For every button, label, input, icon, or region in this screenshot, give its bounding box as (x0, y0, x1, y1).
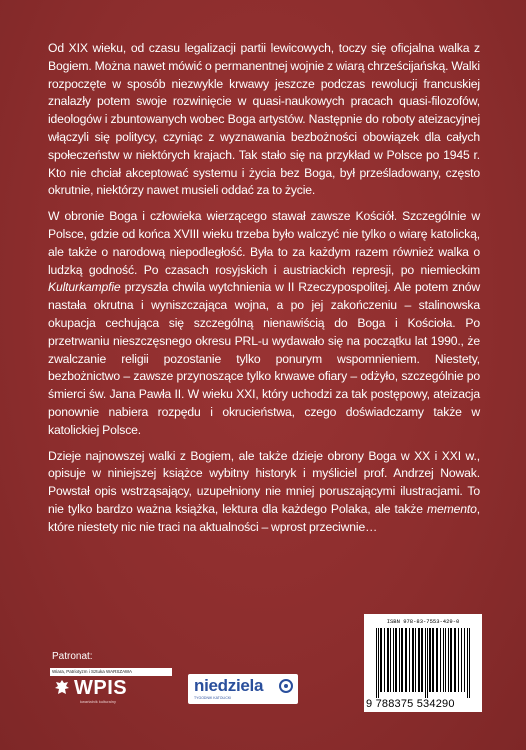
barcode-bar (450, 628, 452, 692)
emphasized-text: memento (426, 501, 477, 516)
patronat-label: Patronat: (52, 651, 93, 662)
barcode-bar (390, 628, 391, 692)
paragraph-text: Od XIX wieku, od czasu legalizacji partii lewicowych, toczy się oficjalna walka z Bogiem. Można nawet mówić o permanentnej wojnie z wiarą chrześcijańską. Walki rozpoczęte w sposób niezwykle krwawy jeszcze podczas rewolucji francuskiej znalazły potem swoje rozwinięcie w quasi-naukowych pracach quasi-filozofów, ideologów i zbuntowanych wobec Boga artystów. Następnie do roboty ateizacyjnej włączyli się politycy, czyniąc z wyznawania bezbożności obowiązek dla całych społeczeństw w niektórych krajach. Tak stało się na przykład w Polsce po 1945 r. Kto nie chciał akceptować systemu i życia bez Boga, był prześladowany, często okrutnie, niektórzy nawet musieli oddać za to życie. (48, 41, 480, 198)
barcode-bar (421, 628, 423, 692)
description-paragraph (48, 448, 480, 537)
barcode-bar (425, 628, 426, 698)
barcode-bar (378, 628, 379, 698)
barcode-bar (418, 628, 420, 692)
barcode-bar (443, 628, 444, 692)
barcode-bar (429, 628, 431, 692)
barcode-bar (448, 628, 449, 692)
barcode-bar (380, 628, 382, 692)
barcode-bar (399, 628, 400, 692)
barcode-bar (395, 628, 397, 692)
barcode-bar (464, 628, 465, 692)
barcode-bar (376, 628, 377, 698)
barcode-bar (405, 628, 407, 692)
paragraph-text: przyszła chwila wytchnienia w II Rzeczypospolitej. Ale potem znów nastała okrutna i wyniszczająca wojna, a po jej zakończeniu – stalinowska okupacja cechująca się szczególną nienawiścią do Boga i Kościoła. Po przetrwaniu nieszczęsnego okresu PRL-u wydawało się na początku lat 1990., że zwalczanie religii pozostanie tylko ponurym wspomnieniem. Niestety, bezbożnictwo – zawsze przynoszące tylko krwawe ofiary – odżyło, szczególnie po śmierci św. Jana Pawła II. W wieku XXI, który uchodzi za tak postępowy, ateizacja ponownie nabiera rozpędu i okrucieństwa, czego doświadczamy także w katolickiej Polsce. (48, 280, 480, 437)
barcode-bar (445, 628, 446, 692)
niedziela-tagline: TYGODNIK KATOLICKI (194, 696, 232, 700)
description-paragraph (48, 40, 480, 200)
barcode-bar (401, 628, 403, 692)
niedziela-wordmark: niedziela (194, 676, 264, 695)
barcode-bar (461, 628, 462, 692)
niedziela-logo (188, 674, 298, 704)
barcode-bar (409, 628, 410, 692)
barcode-bar (432, 628, 434, 692)
barcode-bar (415, 628, 416, 692)
niedziela-circle-icon (279, 679, 293, 693)
emphasized-text: Kulturkampfie (48, 280, 121, 295)
wpis-subtext: kwartalnik kulturalny (80, 699, 117, 704)
barcode-bar (393, 628, 394, 692)
barcode-bar (467, 628, 468, 698)
wpis-logo (50, 668, 170, 706)
barcode-bar (454, 628, 456, 692)
paragraph-text: W obronie Boga i człowieka wierzącego stawał zawsze Kościół. Szczególnie w Polsce, gdzie od końca XVIII wieku trzeba było walczyć nie tylko o wiarę katolicką, ale także o narodową niepodległość. Była to za każdym razem również walka o ludzką godność. Po czasach rosyjskich i austriackich represji, po niemieckim (48, 209, 480, 277)
paragraph-text: , które niestety nic nie traci na aktualności – wprost przeciwnie… (48, 501, 480, 534)
barcode-bar (436, 628, 438, 692)
barcode-bar (469, 628, 470, 698)
wpis-wordmark: WPIS (74, 676, 128, 699)
wpis-logo-strip: Wiara, Patriotyzm i Sztuka WARSZAWA (50, 668, 172, 676)
eagle-icon (54, 679, 70, 697)
isbn-barcode (364, 614, 482, 712)
barcode-bar (458, 628, 459, 692)
barcode-bar (384, 628, 385, 692)
ean-digits: 9 788375 534290 (366, 698, 455, 710)
isbn-number: ISBN 978-83-7553-429-0 (386, 618, 460, 625)
barcode-bar (427, 628, 428, 698)
paragraph-text: Dzieje najnowszej walki z Bogiem, ale także dzieje obrony Boga w XX i XXI w., opisuje w niniejszej książce wybitny historyk i myśliciel prof. Andrzej Nowak. Powstał opis wstrząsający, uzupełniony nie mniej poruszającymi ilustracjami. To nie tylko bardzo ważna książka, lektura dla każdego Polaka, ale także (48, 448, 480, 516)
barcode-bar (440, 628, 441, 692)
description-text (48, 40, 480, 537)
barcode-bars (374, 628, 474, 698)
description-paragraph (48, 208, 480, 439)
barcode-bar (387, 628, 389, 692)
barcode-bar (412, 628, 414, 692)
